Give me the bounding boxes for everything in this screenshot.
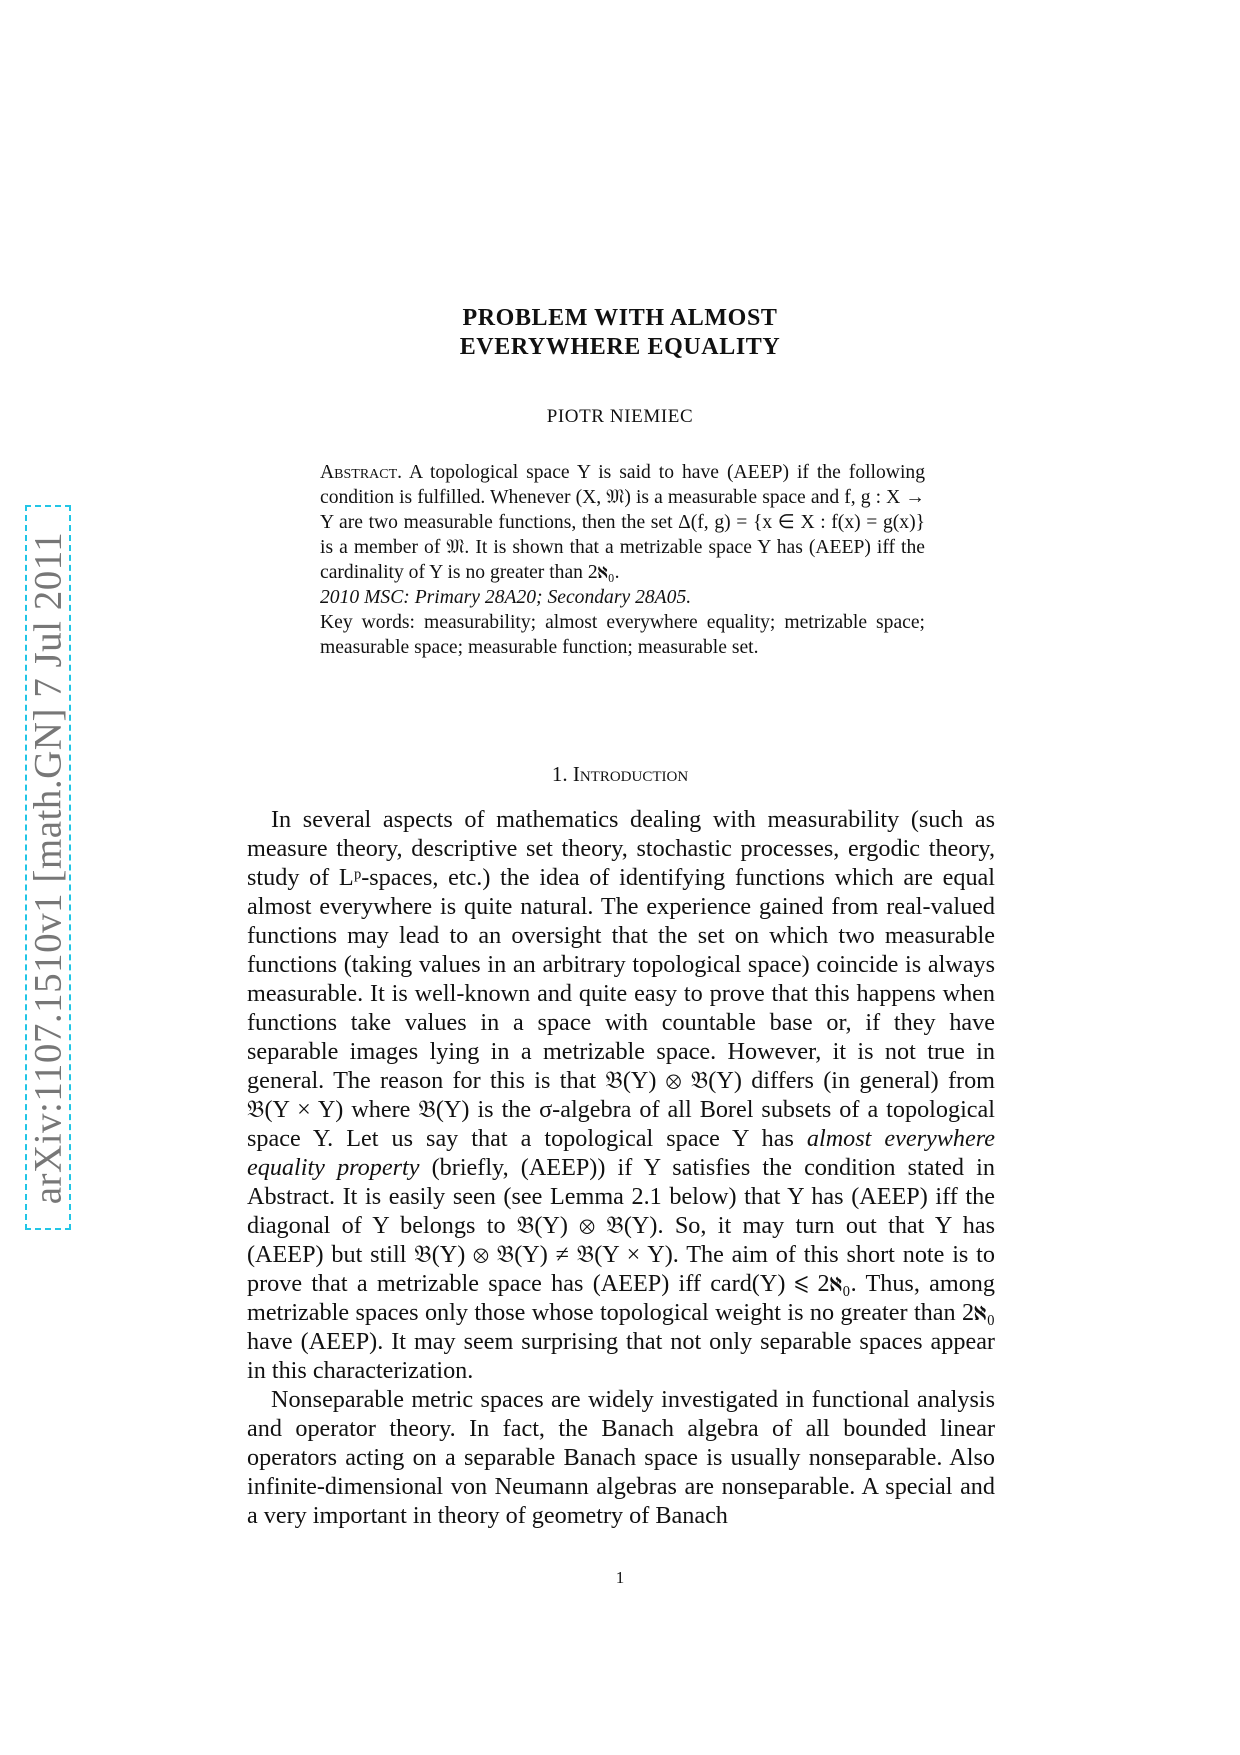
intro-paragraph-2: Nonseparable metric spaces are widely investigated in functional analysis and operator theory. In fact, the Banach algebra of all bounded linear operators acting on a separable Banach space is usually nonseparable. Also infinite-dimensional von Neumann algebras are nonseparable. A special and a very important in theory of geometry of Banach: [247, 1386, 995, 1529]
arxiv-identifier: arXiv:1107.1510v1 [math.GN] 7 Jul 2011: [26, 531, 70, 1204]
abstract-label: Abstract.: [320, 462, 403, 483]
abstract-text: A topological space Y is said to have (AEEP) if the following condition is fulfilled. Whenever (X, 𝔐) is a measurable space and f, g : X → Y are two measurable functions, then the set Δ(f, g) = {x ∈ X : f(x) = g(x)} is a member of 𝔐. It is shown that a metrizable space Y has (AEEP) iff the cardinality of Y is no greater than 2ℵ₀.: [320, 462, 925, 583]
author-name: PIOTR NIEMIEC: [546, 406, 694, 427]
body-text: [247, 805, 995, 1530]
section-number: 1.: [551, 762, 568, 786]
intro-paragraph-1-part-2: (briefly, (AEEP)) if Y satisfies the condition stated in Abstract. It is easily seen (see Lemma 2.1 below) that Y has (AEEP) iff the diagonal of Y belongs to 𝔅(Y) ⊗ 𝔅(Y). So, it may turn out that Y has (AEEP) but still 𝔅(Y) ⊗ 𝔅(Y) ≠ 𝔅(Y × Y). The aim of this short note is to prove that a metrizable space has (AEEP) iff card(Y) ⩽ 2ℵ₀. Thus, among metrizable spaces only those whose topological weight is no greater than 2ℵ₀ have (AEEP). It may seem surprising that not only separable spaces appear in this characterization.: [247, 1154, 995, 1384]
page-number: 1: [615, 1568, 625, 1587]
msc-classification: 2010 MSC: Primary 28A20; Secondary 28A05.: [320, 587, 692, 608]
intro-paragraph-1: [247, 805, 995, 1385]
paper-title-line-2: EVERYWHERE EQUALITY: [459, 334, 781, 360]
section-heading: [300, 762, 940, 787]
arxiv-stamp: [25, 505, 71, 1230]
keywords: Key words: measurability; almost everywhere equality; metrizable space; measurable space; measurable function; measurable set.: [320, 612, 925, 658]
intro-emphasis: almost everywhere equality property: [247, 1125, 995, 1181]
abstract-block: [320, 460, 925, 660]
paper-title-line-1: PROBLEM WITH ALMOST: [462, 305, 778, 331]
abstract-paragraph: [320, 460, 925, 585]
intro-paragraph-1-part-1: In several aspects of mathematics dealing with measurability (such as measure theory, descriptive set theory, stochastic processes, ergodic theory, study of Lᵖ-spaces, etc.) the idea of identifying functions which are equal almost everywhere is quite natural. The experience gained from real-valued functions may lead to an oversight that the set on which two measurable functions (taking values in an arbitrary topological space) coincide is always measurable. It is well-known and quite easy to prove that this happens when functions take values in a space with countable base or, if they have separable images lying in a metrizable space. However, it is not true in general. The reason for this is that 𝔅(Y) ⊗ 𝔅(Y) differs (in general) from 𝔅(Y × Y) where 𝔅(Y) is the σ-algebra of all Borel subsets of a topological space Y. Let us say that a topological space Y has: [247, 806, 995, 1152]
section-title: Introduction: [572, 762, 689, 786]
